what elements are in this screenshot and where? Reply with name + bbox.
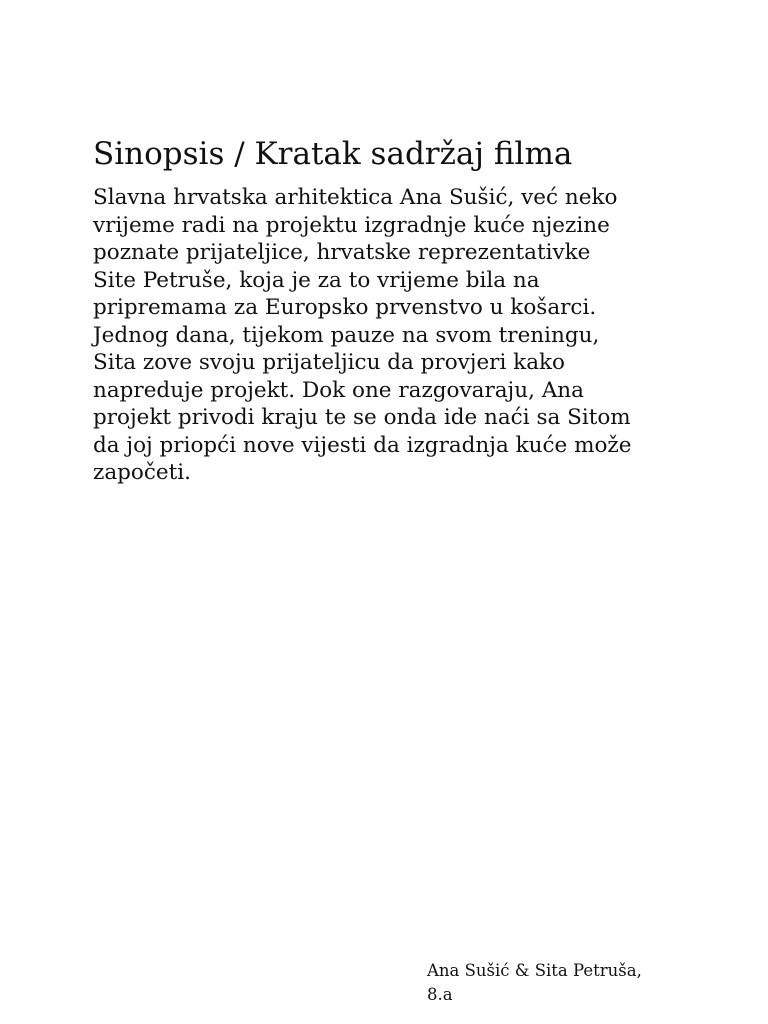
synopsis-line: projekt privodi kraju te se onda ide naći sa Sitom: [93, 405, 631, 430]
synopsis-line: da joj priopći nove vijesti da izgradnja kuće može: [93, 432, 632, 458]
document-title: Sinopsis / Kratak sadržaj filma: [93, 136, 573, 172]
synopsis-paragraph: [93, 184, 693, 487]
synopsis-line: Sita zove svoju prijateljicu da provjeri kako: [93, 350, 565, 375]
synopsis-line: započeti.: [93, 460, 191, 485]
synopsis-line: Jednog dana, tijekom pauze na svom treningu,: [93, 322, 600, 348]
author-names: Ana Sušić & Sita Petruša,: [427, 961, 642, 980]
author-signature: [427, 959, 727, 1007]
synopsis-line: pripremama za Europsko prvenstvo u košarci.: [93, 295, 597, 320]
synopsis-line: poznate prijateljice, hrvatske reprezentativke: [93, 240, 591, 265]
synopsis-line: Site Petruše, koja je za to vrijeme bila na: [93, 267, 540, 293]
synopsis-line: Slavna hrvatska arhitektica Ana Sušić, već neko: [93, 185, 618, 210]
synopsis-line: vrijeme radi na projektu izgradnje kuće njezine: [93, 212, 610, 238]
synopsis-line: napreduje projekt. Dok one razgovaraju, Ana: [93, 377, 584, 403]
author-class: 8.a: [427, 985, 453, 1004]
